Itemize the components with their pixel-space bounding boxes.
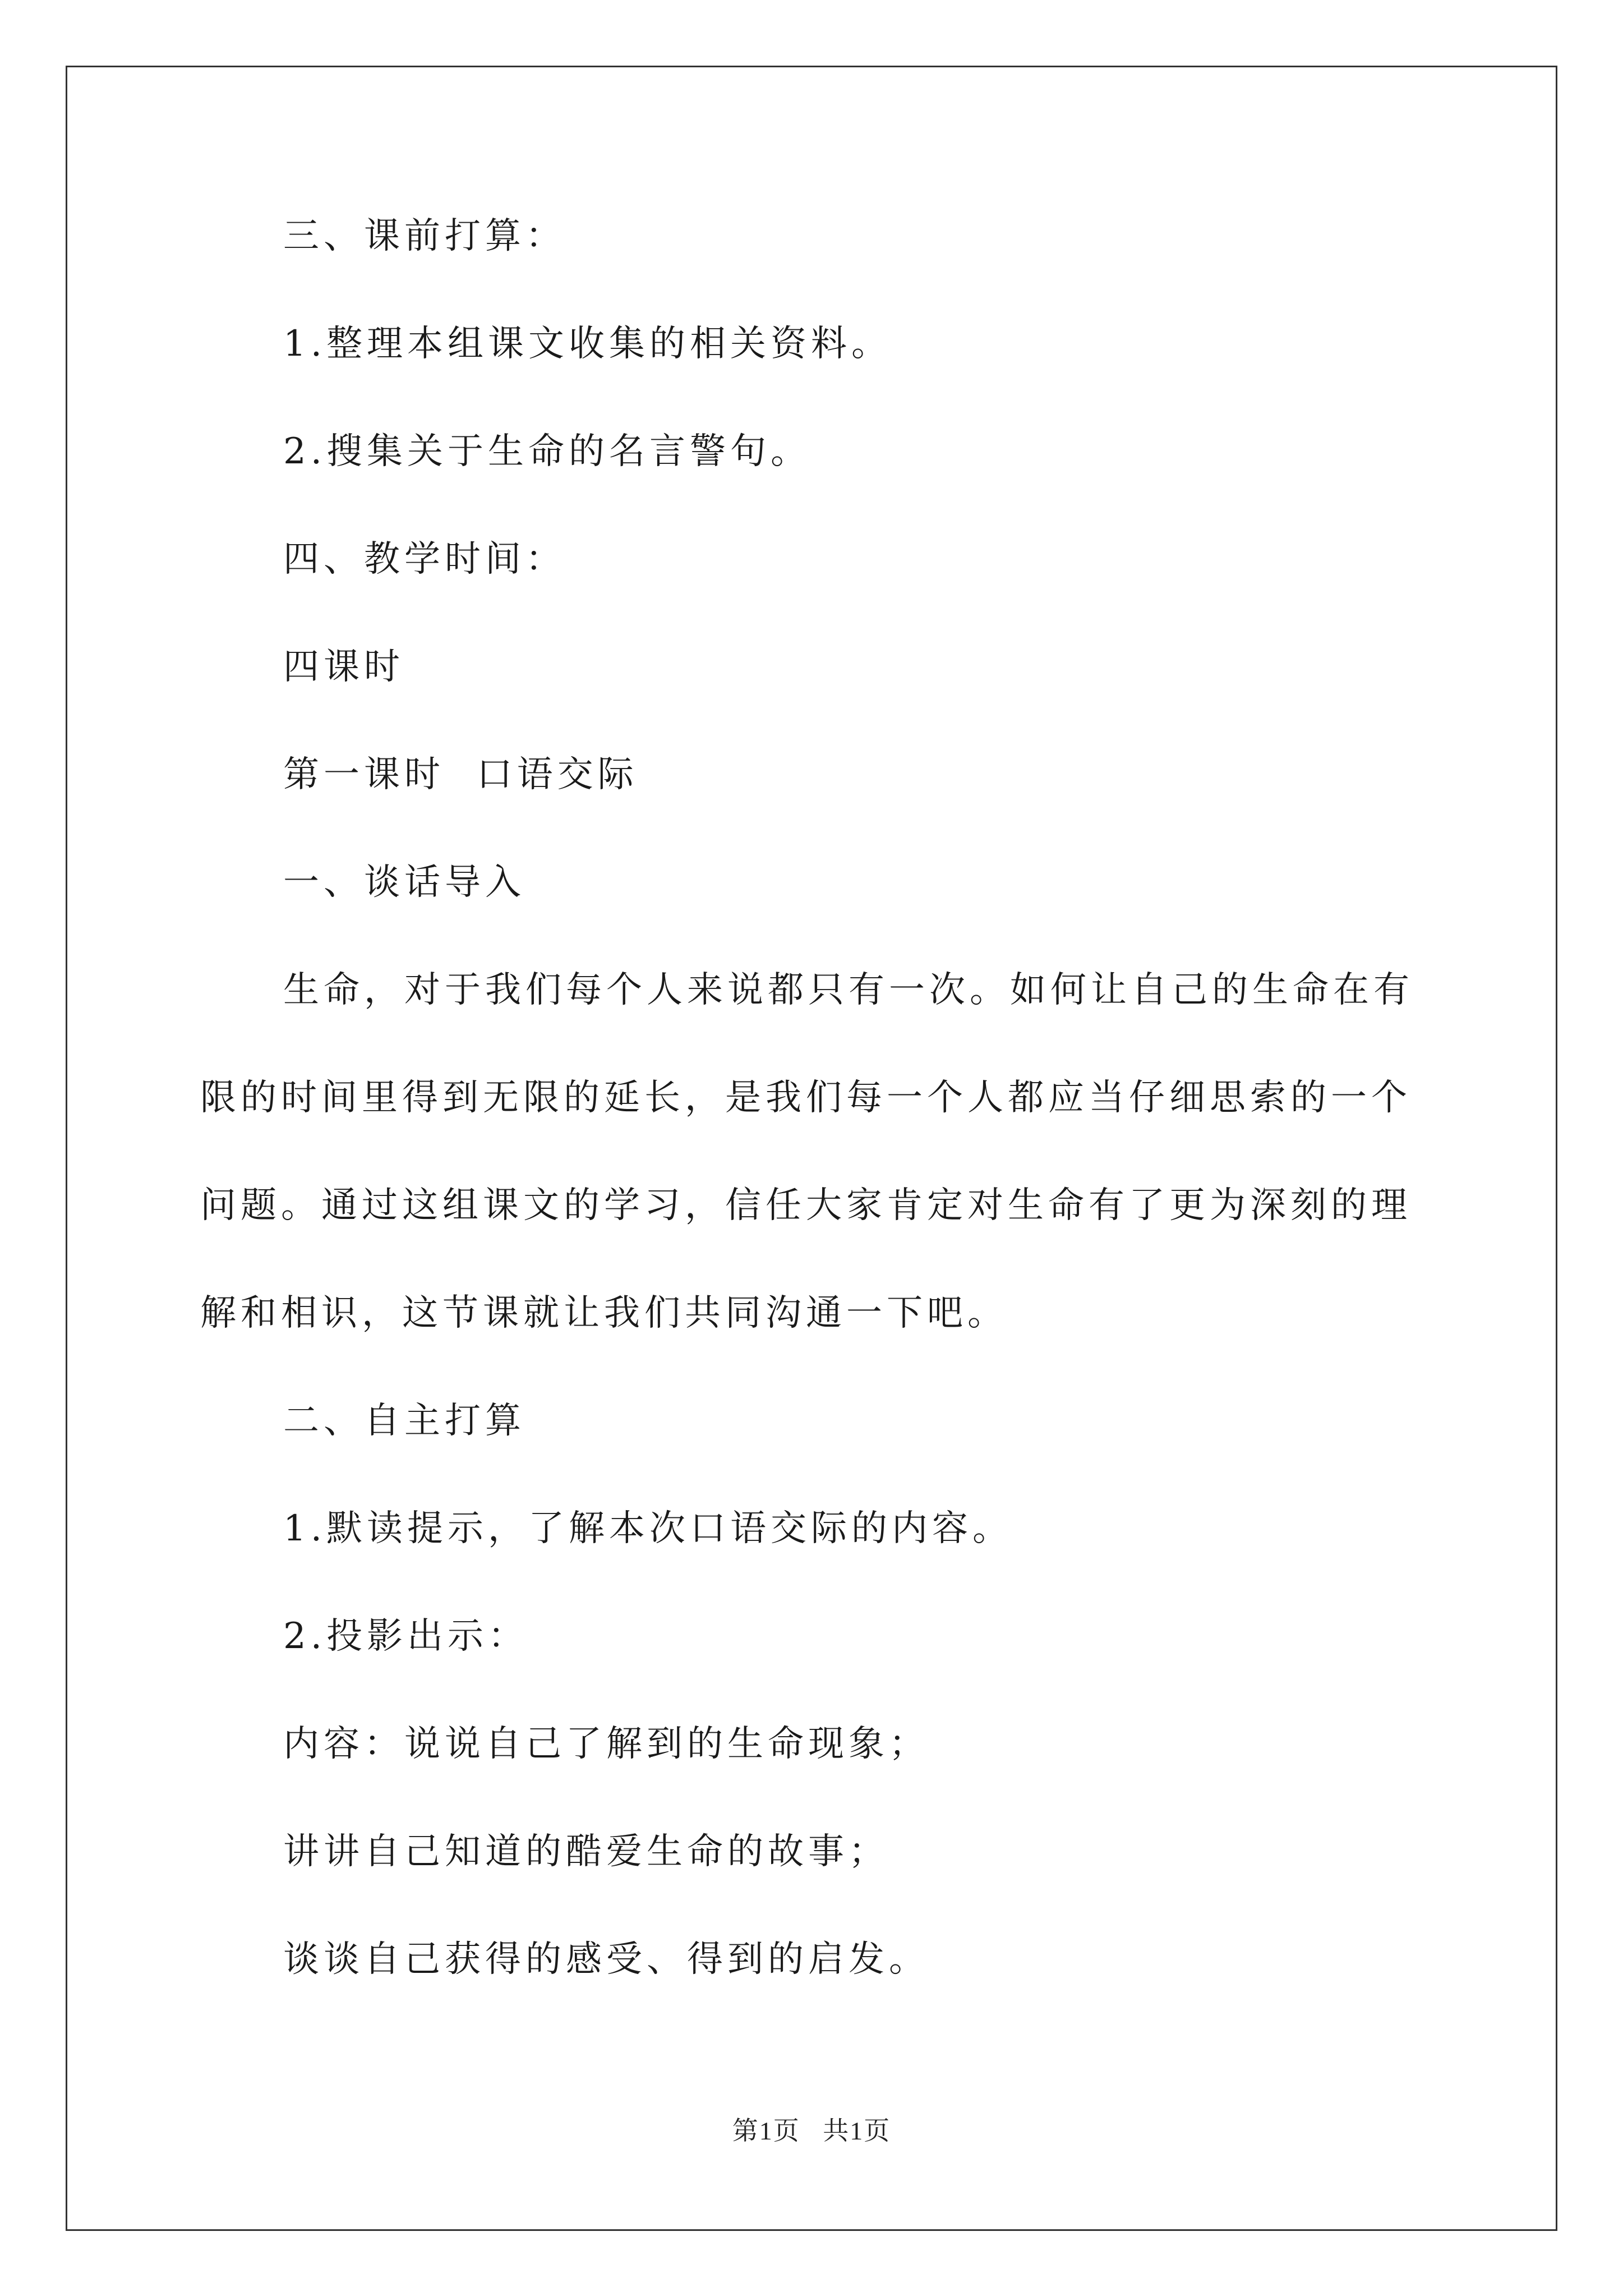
list-item: 2.投影出示： [283,1616,529,1657]
part-2-heading: 二、自主打算 [283,1400,525,1442]
content-line: 讲讲自己知道的酷爱生命的故事； [283,1831,889,1872]
intro-line: 限的时间里得到无限的延长，是我们每一个人都应当仔细思索的一个 [200,1077,1412,1119]
document-body [200,213,1434,2044]
section-3-heading: 三、课前打算： [283,215,566,257]
content-line: 谈谈自己获得的感受、得到的启发。 [283,1939,929,1980]
section-4-heading: 四、教学时间： [283,539,566,580]
intro-paragraph [200,967,1434,1336]
list-item: 2.搜集关于生命的名言警句。 [283,431,811,472]
page-number-footer: 第1页 共1页 [732,2116,891,2145]
class-hours: 四课时 [283,646,404,688]
lesson-title: 第一课时 口语交际 [283,754,638,795]
list-item: 1.默读提示，了解本次口语交际的内容。 [283,1508,1013,1549]
list-item: 1.整理本组课文收集的相关资料。 [283,323,892,365]
part-1-heading: 一、谈话导入 [283,862,525,903]
intro-line: 问题。通过这组课文的学习，信任大家肯定对生命有了更为深刻的理 [200,1185,1412,1226]
intro-line: 生命，对于我们每个人来说都只有一次。如何让自己的生命在有 [283,969,1414,1011]
content-line: 内容：说说自己了解到的生命现象； [283,1723,929,1765]
intro-line: 解和相识，这节课就让我们共同沟通一下吧。 [200,1292,1008,1334]
